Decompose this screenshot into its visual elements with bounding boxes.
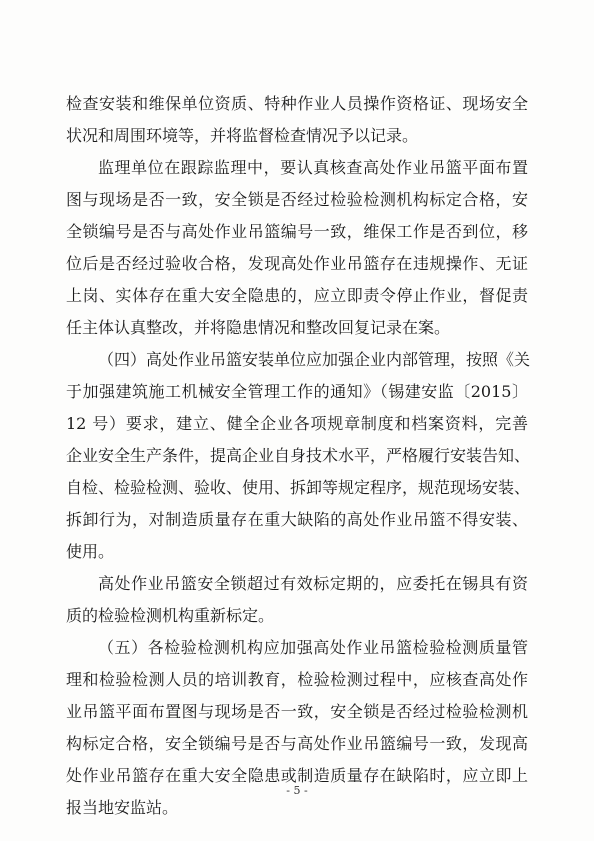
- text-line: 全锁编号是否与高处作业吊篮编号一致，维保工作是否到位，移: [66, 222, 528, 241]
- body-text: [66, 88, 531, 824]
- text-line: 业吊篮平面布置图与现场是否一致，安全锁是否经过检验检测机: [66, 702, 528, 721]
- text-line: 处作业吊篮存在重大安全隐患或制造质量存在缺陷时，应立即上: [66, 766, 528, 785]
- text-line: 状况和周围环境等，并将监督检查情况予以记录。: [66, 126, 419, 145]
- text-line: 高处作业吊篮安全锁超过有效标定期的，应委托在锡具有资: [98, 574, 528, 593]
- text-line: 监理单位在跟踪监理中，要认真核查高处作业吊篮平面布置: [98, 158, 528, 177]
- text-line: 于加强建筑施工机械安全管理工作的通知》（锡建安监〔2015〕: [66, 382, 528, 401]
- text-line: 企业安全生产条件，提高企业自身技术水平，严格履行安装告知、: [66, 446, 531, 465]
- text-line: 拆卸行为，对制造质量存在重大缺陷的高处作业吊篮不得安装、: [66, 510, 528, 529]
- text-line: （四）高处作业吊篮安装单位应加强企业内部管理，按照《关: [98, 350, 531, 369]
- page-number: - 5 -: [286, 784, 308, 797]
- text-line: 理和检验检测人员的培训教育，检验检测过程中，应核查高处作: [66, 670, 528, 689]
- text-line: 质的检验检测机构重新标定。: [66, 606, 275, 625]
- text-line: 使用。: [66, 542, 115, 561]
- text-line: 图与现场是否一致，安全锁是否经过检验检测机构标定合格，安: [66, 190, 528, 209]
- text-line: （五）各检验检测机构应加强高处作业吊篮检验检测质量管: [98, 638, 528, 657]
- text-line: 检查安装和维保单位资质、特种作业人员操作资格证、现场安全: [66, 94, 528, 113]
- text-line: 自检、检验检测、验收、使用、拆卸等规定程序，规范现场安装、: [66, 478, 531, 497]
- text-line: 12 号）要求，建立、健全企业各项规章制度和档案资料，完善: [66, 414, 528, 433]
- text-line: 上岗、实体存在重大安全隐患的，应立即责令停止作业，督促责: [66, 286, 528, 305]
- text-line: 报当地安监站。: [66, 798, 179, 817]
- text-line: 构标定合格，安全锁编号是否与高处作业吊篮编号一致，发现高: [66, 734, 528, 753]
- text-line: 任主体认真整改，并将隐患情况和整改回复记录在案。: [66, 318, 451, 337]
- text-line: 位后是否经过验收合格，发现高处作业吊篮存在违规操作、无证: [66, 254, 528, 273]
